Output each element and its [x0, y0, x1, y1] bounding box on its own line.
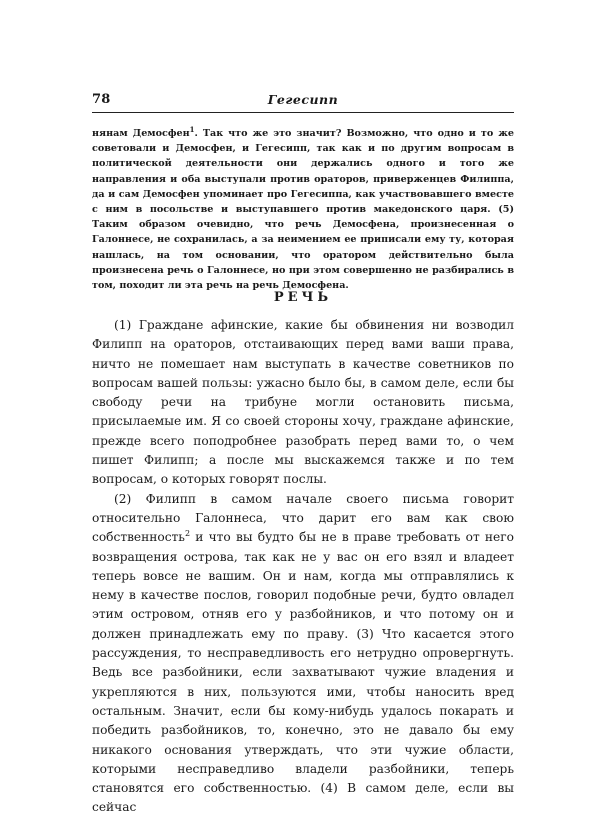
speech-paragraph-1: (1) Граждане афинские, какие бы обвинения ни возводил Филипп на ораторов, отстаивающих перед вами ваши права, ничто не помешает нам выступать в качестве советников по вопросам вашей пользы: ужасно было бы, в самом деле, если бы свободу речи на трибуне могли остановить письма, присылаемые им. Я со своей стороны хочу, граждане афинские, прежде всего поподробнее разобрать перед вами то, о чем пишет Филипп; а после мы выскажемся также и по тем вопросам, о которых говорят послы. [92, 318, 514, 487]
header-rule [92, 112, 514, 113]
note-text-start: нянам Демосфен [92, 128, 190, 139]
introductory-note [92, 126, 514, 293]
page-number: 78 [92, 92, 111, 107]
note-text-rest: . Так что же это значит? Возможно, что одно и то же советовали и Демосфен, и Гегесипп, так как и по другим вопросам в политической деятельности они держались одного и того же направления и оба выступали против ораторов, приверженцев Филиппа, да и сам Демосфен упоминает про Гегесиппа, как участвовавшего вместе с ним в посольстве и выступавшего против македонского царя. (5) Таким образом очевидно, что речь Демосфена, произнесенная о Галоннесе, не сохранилась, а за неимением ее приписали ему ту, которая нашлась, на том основании, что оратором действительно была произнесена речь о Галоннесе, но при этом совершенно не разбирались в том, походит ли эта речь на речь Демосфена. [92, 128, 514, 292]
footnote-marker-2: 2 [184, 529, 191, 539]
speech-paragraph-2 [92, 490, 514, 818]
paragraph-2-rest: и что вы будто бы не в праве требовать от него возвращения острова, так как не у вас он его взял и владеет теперь вовсе не вашим. Он и нам, когда мы отправлялись к нему в качестве послов, говорил подобные речи, будто овладел этим островом, отняв его у разбойников, и что потому он и должен принадлежать ему по праву. (3) Что касается этого рассуждения, то несправедливость его нетрудно опровергнуть. Ведь все разбойники, если захватывают чужие владения и укрепляются в них, пользуются ими, чтобы наносить вред остальным. Значит, если бы кому-нибудь удалось покарать и победить разбойников, то, конечно, это не давало бы ему никакого основания утверждать, что эти чужие области, которыми несправедливо владели разбойники, теперь становятся его собственностью. (4) В самом деле, если вы сейчас [92, 530, 514, 815]
running-head: Гегесипп [267, 92, 339, 107]
footnote-marker-1: 1 [189, 124, 195, 134]
section-title: РЕЧЬ [273, 290, 333, 305]
page-header [92, 92, 514, 110]
note-paragraph [92, 126, 514, 293]
speech-text [92, 316, 514, 818]
paragraph-2-start: (2) Филипп в самом начале своего письма говорит относительно Галоннеса, что дарит его вам как свою собственность [92, 491, 514, 545]
